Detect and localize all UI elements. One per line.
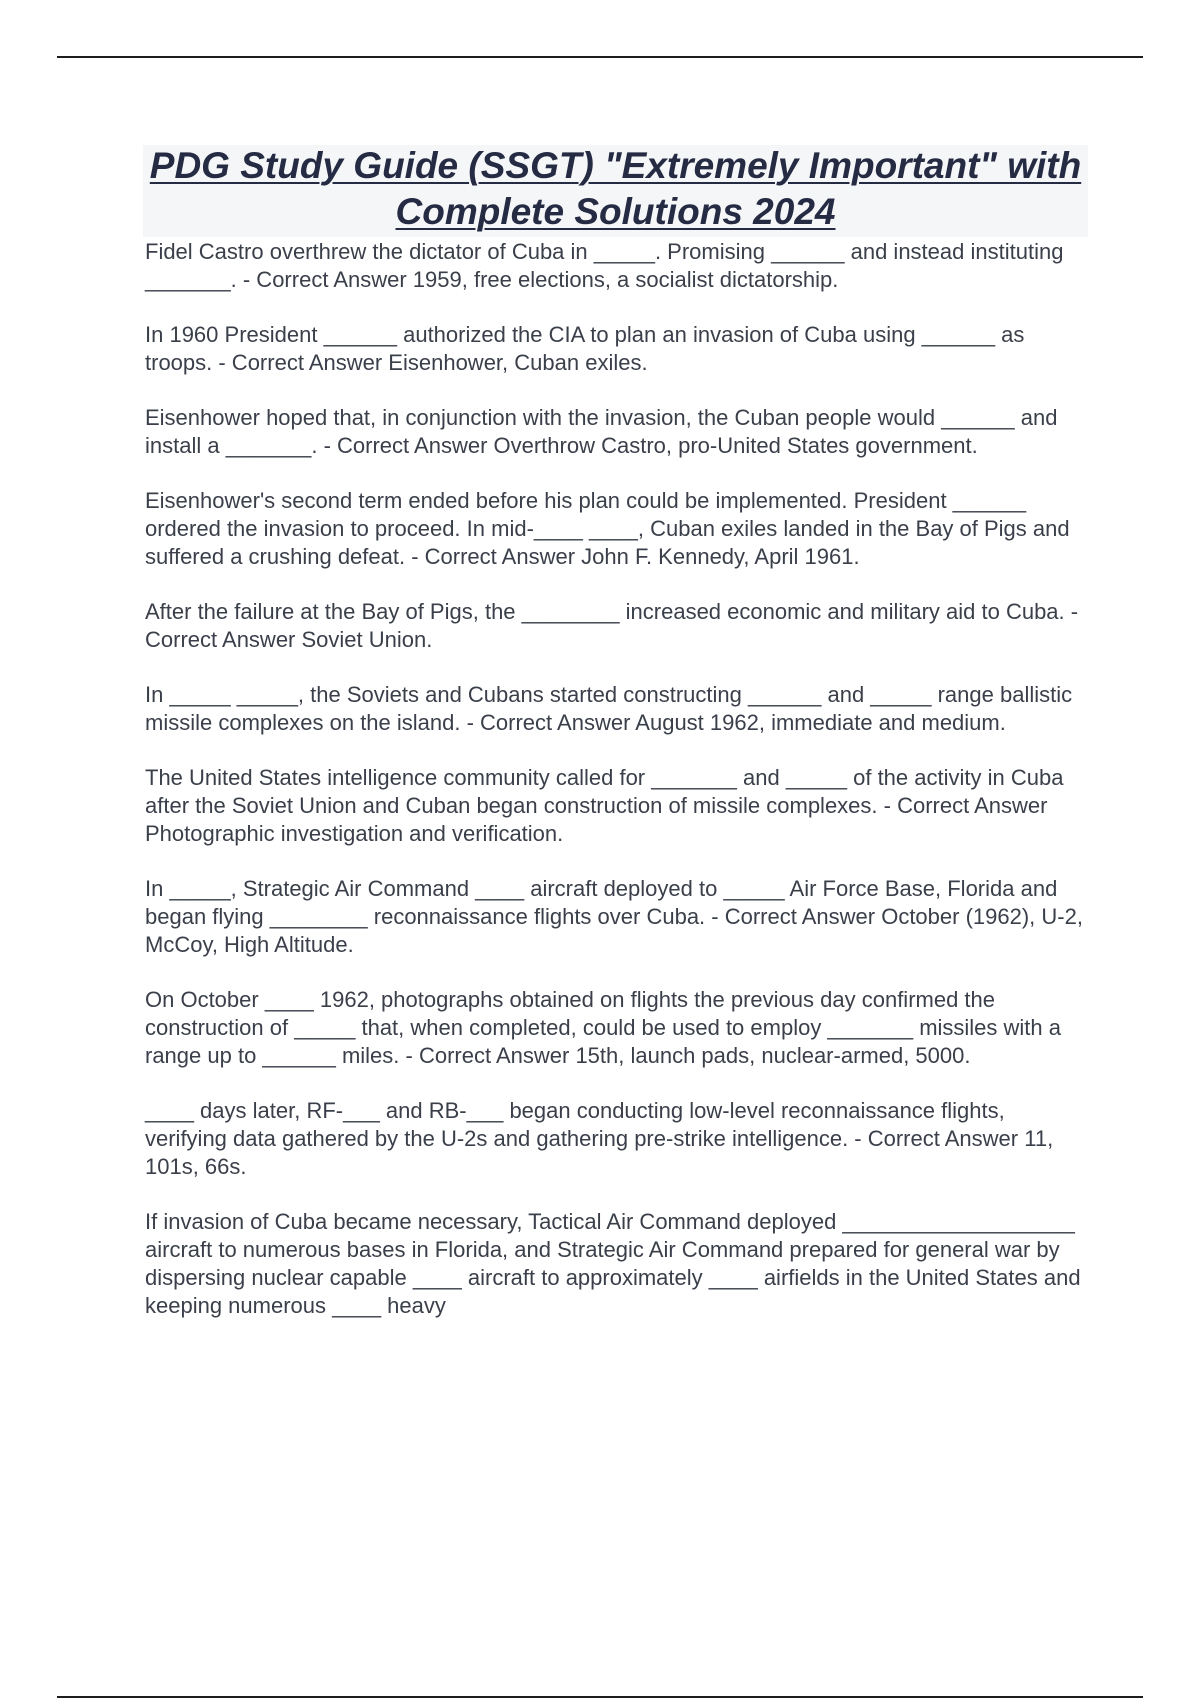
footer-rule [57, 1696, 1143, 1698]
document-body [145, 238, 1090, 1347]
qa-entry: In _____ _____, the Soviets and Cubans started constructing ______ and _____ range ballistic missile complexes on the island. - Correct Answer August 1962, immediate and medium. [145, 682, 1079, 735]
qa-entry: ____ days later, RF-___ and RB-___ began conducting low-level reconnaissance flights, verifying data gathered by the U-2s and gathering pre-strike intelligence. - Correct Answer 11, 101s, 66s. [145, 1098, 1060, 1179]
header-rule [57, 56, 1143, 58]
qa-entry: After the failure at the Bay of Pigs, the ________ increased economic and military aid to Cuba. - Correct Answer Soviet Union. [145, 599, 1085, 652]
qa-entry: Eisenhower's second term ended before his plan could be implemented. President ______ ordered the invasion to proceed. In mid-____ ____, Cuban exiles landed in the Bay of Pigs and suffered a crushing defeat. - Correct Answer John F. Kennedy, April 1961. [145, 488, 1076, 569]
document-title: PDG Study Guide (SSGT) "Extremely Important" with Complete Solutions 2024 [149, 145, 1082, 232]
qa-entry: Eisenhower hoped that, in conjunction with the invasion, the Cuban people would ______ and install a _______. - Correct Answer Overthrow Castro, pro-United States government. [145, 405, 1064, 458]
qa-entry: The United States intelligence community called for _______ and _____ of the activity in Cuba after the Soviet Union and Cuban began construction of missile complexes. - Correct Answer Photographic investigation and verification. [145, 765, 1070, 846]
qa-entry: In 1960 President ______ authorized the CIA to plan an invasion of Cuba using ______ as troops. - Correct Answer Eisenhower, Cuban exiles. [145, 322, 1031, 375]
qa-entry: If invasion of Cuba became necessary, Tactical Air Command deployed ___________________ aircraft to numerous bases in Florida, and Strategic Air Command prepared for general war by dispersing nuclear capable ____ aircraft to approximately ____ airfields in the United States and keeping numerous ____ heavy [145, 1209, 1087, 1318]
qa-entry: Fidel Castro overthrew the dictator of Cuba in _____. Promising ______ and instead instituting _______. - Correct Answer 1959, free elections, a socialist dictatorship. [145, 239, 1070, 292]
qa-entry: On October ____ 1962, photographs obtained on flights the previous day confirmed the construction of _____ that, when completed, could be used to employ _______ missiles with a range up to ______ miles. - Correct Answer 15th, launch pads, nuclear-armed, 5000. [145, 987, 1068, 1068]
qa-entry: In _____, Strategic Air Command ____ aircraft deployed to _____ Air Force Base, Florida and began flying ________ reconnaissance flights over Cuba. - Correct Answer October (1962), U-2, McCoy, High Altitude. [145, 876, 1090, 957]
